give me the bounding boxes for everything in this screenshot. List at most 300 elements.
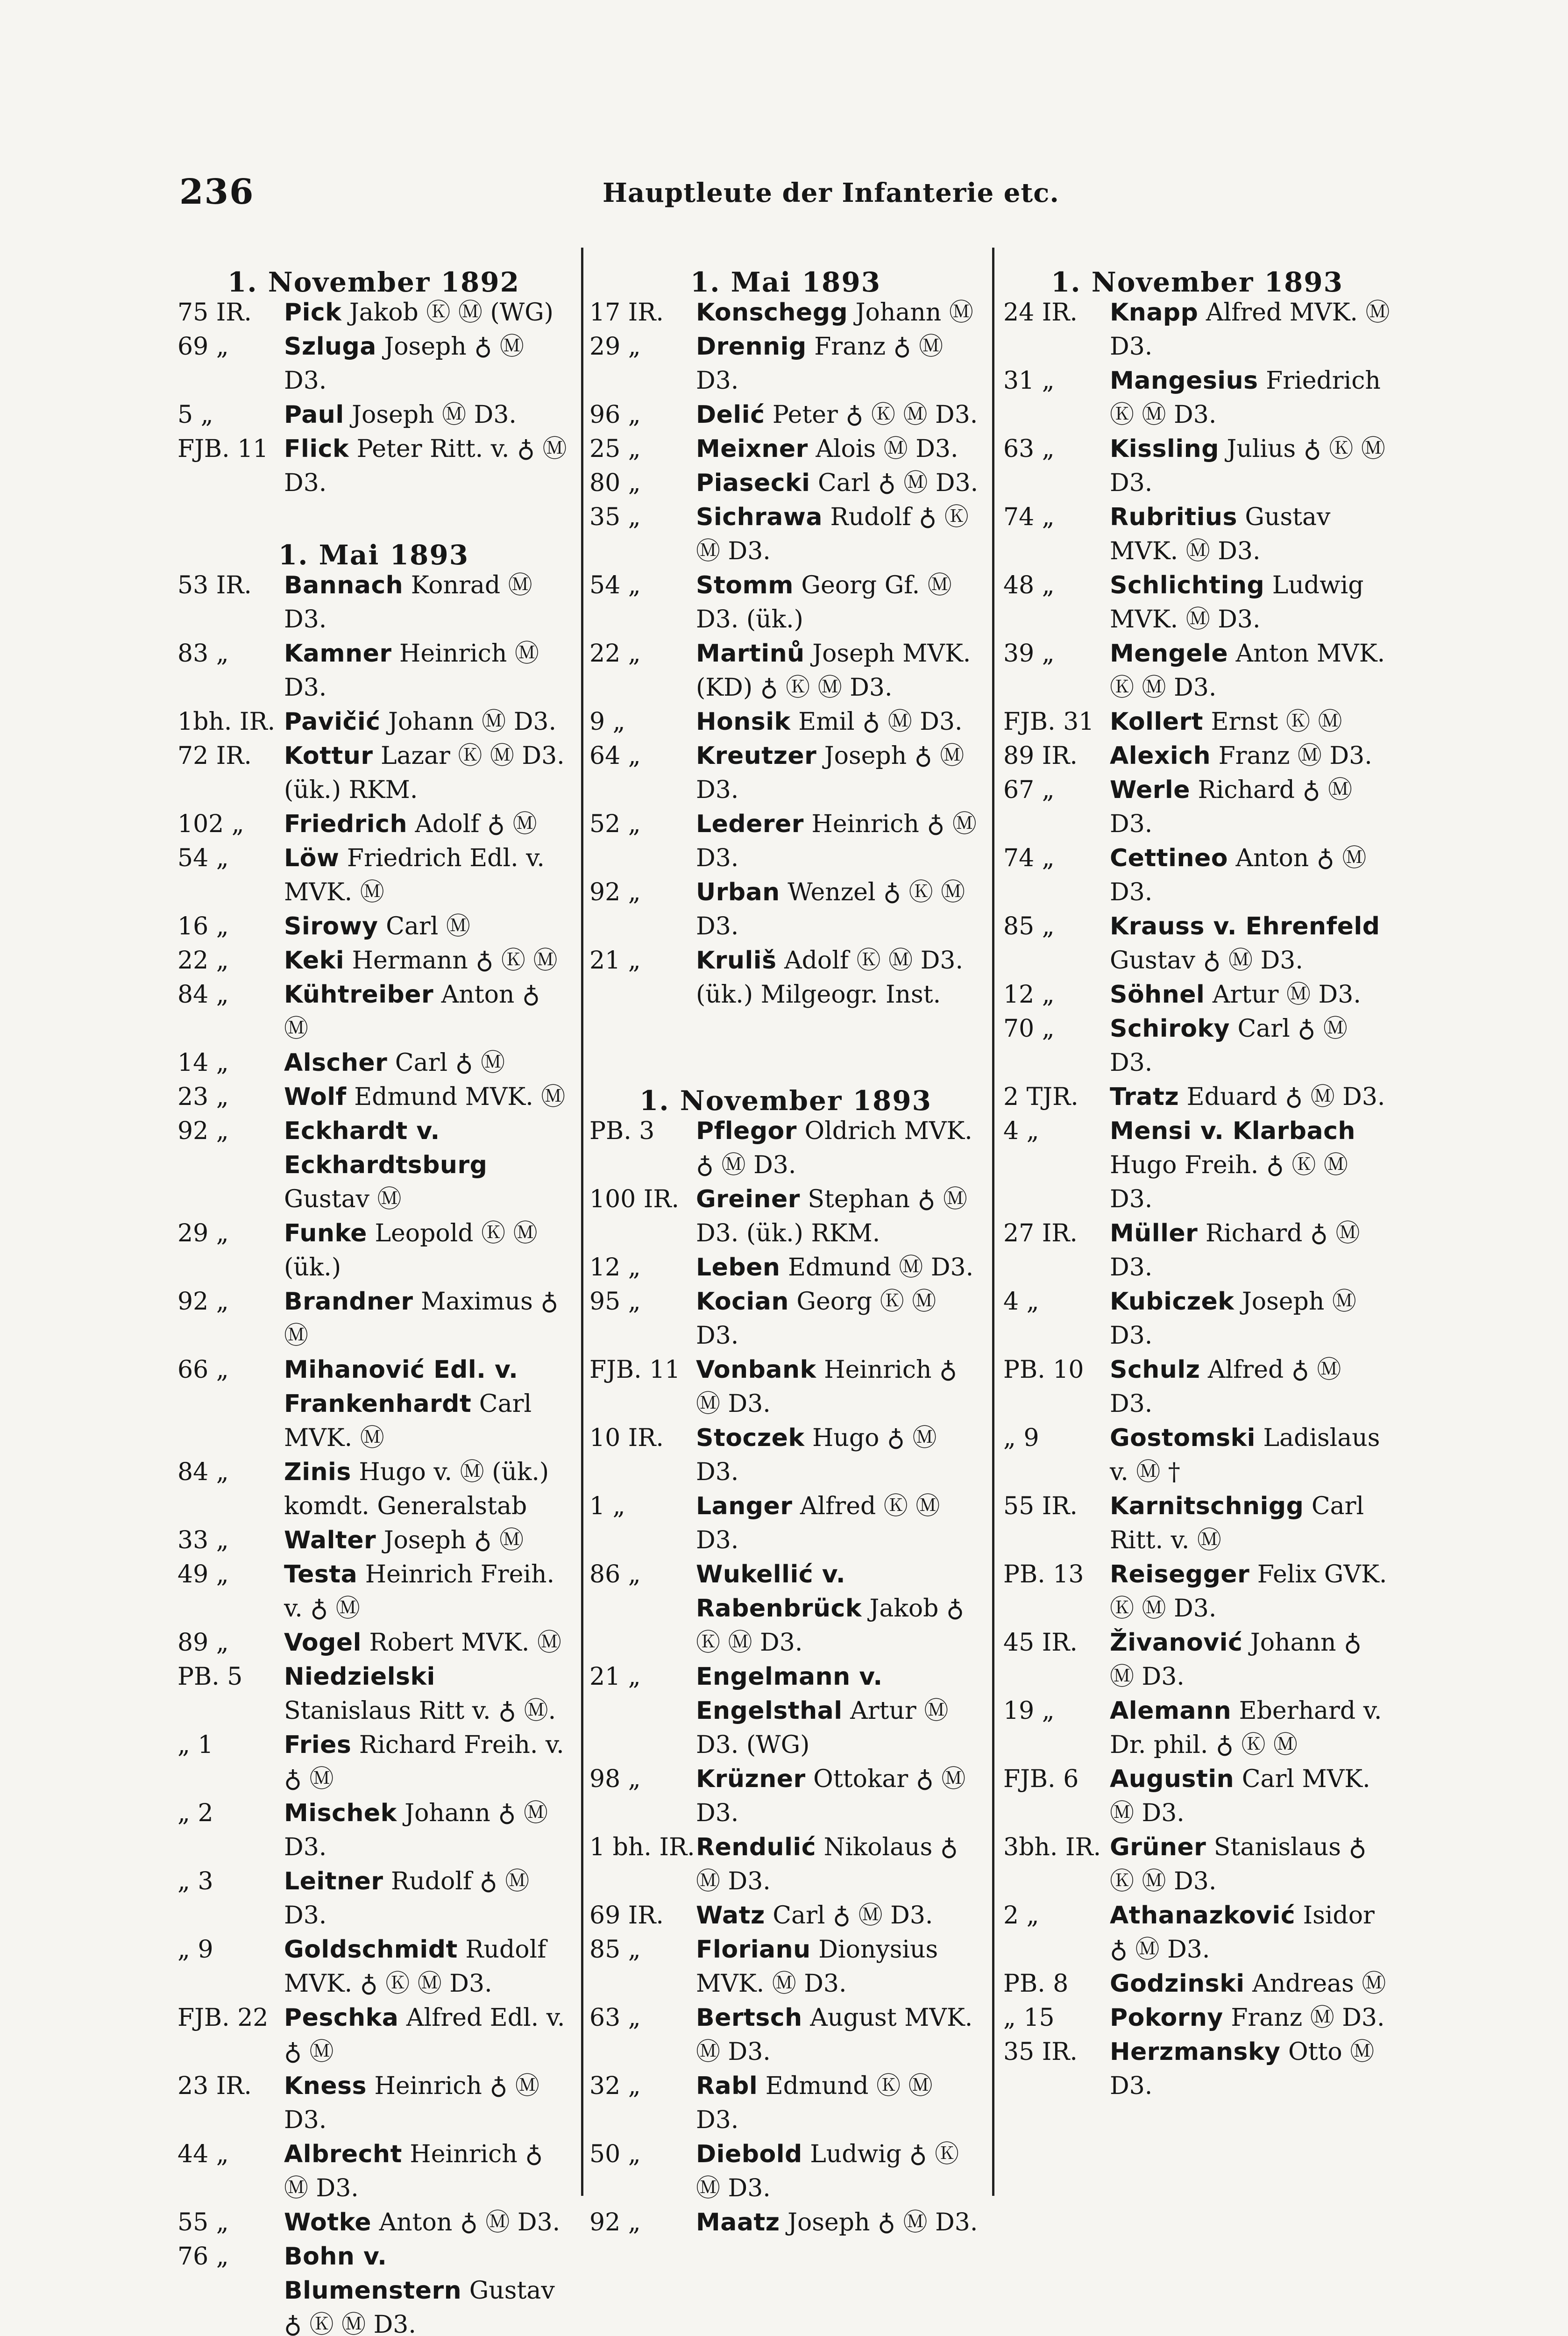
officer-entry — [589, 432, 982, 466]
officer-details: Carl MVK. Ⓜ — [284, 1390, 532, 1452]
entry-text — [284, 910, 570, 944]
officer-details: Alfred Ⓚ Ⓜ D3. — [696, 1492, 940, 1554]
unit-number: 63 „ — [589, 2004, 641, 2032]
officer-surname: Langer — [696, 1492, 793, 1520]
entry-text — [284, 2069, 570, 2137]
officer-details: Alfred ♁ Ⓜ D3. — [1110, 1356, 1341, 1418]
entry-text — [1110, 637, 1391, 705]
officer-entry — [177, 2001, 570, 2069]
officer-details: Anton ♁ Ⓜ D3. — [371, 2208, 561, 2236]
officer-details: Andreas Ⓜ — [1244, 1970, 1386, 1998]
officer-surname: Fries — [284, 1731, 352, 1759]
officer-surname: Karnitschnigg — [1110, 1492, 1304, 1520]
entry-text — [1110, 1626, 1391, 1694]
officer-surname: Krüzner — [696, 1765, 806, 1793]
officer-surname: Keki — [284, 947, 345, 975]
column-divider — [581, 248, 583, 2196]
officer-surname: Zinis — [284, 1458, 351, 1486]
officer-details: Heinrich ♁ Ⓜ D3. — [696, 1356, 957, 1418]
officer-surname: Kubiczek — [1110, 1288, 1235, 1316]
officer-details: Richard ♁ Ⓜ D3. — [1110, 1219, 1360, 1282]
officer-details: Johann ♁ Ⓜ D3. — [284, 1799, 548, 1861]
officer-entry — [177, 705, 570, 739]
unit-number: 19 „ — [1003, 1697, 1055, 1725]
officer-entry — [1003, 1899, 1391, 1967]
officer-entry — [177, 296, 570, 330]
entry-text — [284, 944, 570, 978]
entry-text — [284, 330, 570, 398]
entry-text — [696, 330, 982, 398]
entry-text — [696, 876, 982, 944]
unit-number: 33 „ — [177, 1526, 229, 1554]
officer-details: Edmund Ⓜ D3. — [780, 1253, 974, 1282]
officer-entry — [1003, 1353, 1391, 1421]
officer-entry — [589, 876, 982, 944]
officer-entry — [177, 1660, 570, 1728]
entry-text — [1110, 1114, 1391, 1217]
unit-number: 55 IR. — [1003, 1492, 1078, 1520]
officer-surname: Stoczek — [696, 1424, 805, 1452]
officer-details: Felix GVK. Ⓚ Ⓜ D3. — [1110, 1560, 1387, 1623]
officer-entry — [1003, 910, 1391, 978]
unit-number: 2 TJR. — [1003, 1083, 1078, 1111]
officer-entry — [589, 637, 982, 705]
officer-entry — [1003, 1967, 1391, 2001]
officer-details: Stanislaus Ritt v. ♁ Ⓜ. — [284, 1697, 556, 1725]
officer-entry — [1003, 1012, 1391, 1080]
officer-details: Carl Ritt. v. Ⓜ — [1110, 1492, 1364, 1554]
officer-details: Stephan ♁ Ⓜ D3. (ük.) RKM. — [696, 1185, 968, 1247]
entry-text — [1110, 1558, 1391, 1626]
officer-surname: Pflegor — [696, 1117, 797, 1145]
officer-entry — [1003, 841, 1391, 910]
officer-details: Joseph ♁ Ⓜ D3. — [284, 333, 524, 395]
entry-text — [1110, 569, 1391, 637]
officer-surname: Leben — [696, 1253, 780, 1282]
officer-entry — [589, 1353, 982, 1421]
unit-number: 86 „ — [589, 1560, 641, 1588]
officer-details: Richard ♁ Ⓜ D3. — [1110, 776, 1353, 838]
officer-details: Anton ♁ Ⓜ D3. — [1110, 844, 1367, 906]
entry-text — [284, 2206, 570, 2240]
entry-text — [696, 466, 982, 500]
entry-text — [284, 1285, 570, 1353]
officer-surname: Maatz — [696, 2208, 780, 2236]
officer-details: Heinrich Freih. v. ♁ Ⓜ — [284, 1560, 554, 1623]
officer-details: Dionysius MVK. Ⓜ D3. — [696, 1936, 938, 1998]
entry-text — [1110, 1080, 1391, 1114]
officer-details: Gustav Ⓜ — [284, 1185, 402, 1213]
officer-surname: Müller — [1110, 1219, 1198, 1247]
officer-details: Wenzel ♁ Ⓚ Ⓜ D3. — [696, 878, 965, 940]
section-gap — [589, 1012, 982, 1080]
officer-details: Gustav MVK. Ⓜ D3. — [1110, 503, 1331, 565]
officer-entry — [589, 1762, 982, 1830]
officer-entry — [1003, 978, 1391, 1012]
officer-entry — [1003, 500, 1391, 569]
officer-surname: Diebold — [696, 2140, 802, 2168]
column-right — [1003, 262, 1391, 2103]
officer-surname: Goldschmidt — [284, 1936, 458, 1964]
unit-number: 96 „ — [589, 401, 641, 429]
officer-surname: Peschka — [284, 2004, 399, 2032]
entry-text — [1110, 1830, 1391, 1899]
officer-details: Jakob ♁ Ⓚ Ⓜ D3. — [696, 1595, 964, 1657]
unit-number: 70 „ — [1003, 1015, 1055, 1043]
officer-surname: Alemann — [1110, 1697, 1232, 1725]
unit-number: 75 IR. — [177, 299, 252, 327]
officer-surname: Leitner — [284, 1867, 383, 1895]
officer-surname: Alscher — [284, 1049, 388, 1077]
entry-text — [696, 1182, 982, 1251]
officer-entry — [1003, 1285, 1391, 1353]
entry-text — [696, 1285, 982, 1353]
officer-entry — [177, 1080, 570, 1114]
officer-entry — [1003, 1489, 1391, 1558]
unit-number: FJB. 31 — [1003, 708, 1094, 736]
entry-text — [696, 296, 982, 330]
unit-number: „ 3 — [177, 1867, 213, 1895]
officer-details: Johann Ⓜ — [848, 299, 973, 327]
entry-text — [1110, 1489, 1391, 1558]
entry-text — [1110, 1967, 1391, 2001]
officer-surname: Flick — [284, 435, 349, 463]
unit-number: 74 „ — [1003, 844, 1055, 872]
officer-entry — [177, 1353, 570, 1455]
officer-entry — [589, 1830, 982, 1899]
officer-details: Konrad Ⓜ D3. — [284, 571, 532, 634]
officer-surname: Friedrich — [284, 810, 407, 838]
officer-entry — [177, 398, 570, 432]
officer-entry — [589, 1251, 982, 1285]
unit-number: 31 „ — [1003, 367, 1055, 395]
unit-number: 102 „ — [177, 810, 244, 838]
officer-surname: Söhnel — [1110, 981, 1205, 1009]
entry-text — [284, 1524, 570, 1558]
officer-details: Maximus ♁ Ⓜ — [284, 1288, 559, 1350]
officer-details: Georg Ⓚ Ⓜ D3. — [696, 1288, 937, 1350]
officer-surname: Rubritius — [1110, 503, 1237, 531]
entry-text — [696, 398, 982, 432]
entry-text — [284, 807, 570, 841]
officer-surname: Szluga — [284, 333, 376, 361]
entry-text — [696, 2206, 982, 2240]
officer-details: Heinrich ♁ Ⓜ D3. — [696, 810, 977, 872]
officer-entry — [177, 739, 570, 807]
officer-details: Joseph MVK. (KD) ♁ Ⓚ Ⓜ D3. — [696, 640, 971, 702]
officer-details: Jakob Ⓚ Ⓜ (WG) — [341, 299, 553, 327]
officer-surname: Godzinski — [1110, 1970, 1245, 1998]
officer-surname: Eckhardt v. Eckhardtsburg — [284, 1117, 488, 1179]
entry-text — [284, 739, 570, 807]
entry-text — [284, 2137, 570, 2206]
entry-text — [1110, 705, 1391, 739]
unit-number: 52 „ — [589, 810, 641, 838]
officer-details: Friedrich Edl. v. MVK. Ⓜ — [284, 844, 545, 906]
officer-surname: Paul — [284, 401, 344, 429]
officer-entry — [1003, 2035, 1391, 2103]
officer-surname: Kissling — [1110, 435, 1219, 463]
officer-surname: Löw — [284, 844, 340, 872]
officer-details: Rudolf ♁ Ⓚ Ⓜ D3. — [696, 503, 969, 565]
entry-text — [1110, 432, 1391, 500]
entry-text — [284, 296, 570, 330]
entry-text — [1110, 364, 1391, 432]
entry-text — [696, 807, 982, 876]
entry-text — [696, 1421, 982, 1489]
officer-entry — [177, 330, 570, 398]
officer-details: Joseph Ⓜ D3. — [1110, 1288, 1356, 1350]
officer-surname: Konschegg — [696, 299, 848, 327]
officer-details: Hugo v. Ⓜ (ük.) komdt. Generalstab — [284, 1458, 549, 1520]
entry-text — [696, 1251, 982, 1285]
entry-text — [284, 1728, 570, 1796]
officer-details: Carl ♁ Ⓜ — [387, 1049, 505, 1077]
officer-details: Carl ♁ Ⓜ D3. — [1110, 1015, 1348, 1077]
entry-text — [696, 1660, 982, 1762]
officer-entry — [589, 807, 982, 876]
officer-entry — [177, 2206, 570, 2240]
officer-entry — [177, 978, 570, 1046]
unit-number: 53 IR. — [177, 571, 252, 599]
officer-entry — [177, 1455, 570, 1524]
unit-number: 17 IR. — [589, 299, 664, 327]
entry-text — [284, 398, 570, 432]
unit-number: FJB. 11 — [589, 1356, 681, 1384]
officer-entry — [177, 807, 570, 841]
officer-entry — [1003, 1217, 1391, 1285]
entry-text — [1110, 910, 1391, 978]
unit-number: 12 „ — [1003, 981, 1055, 1009]
entry-text — [696, 1830, 982, 1899]
unit-number: „ 15 — [1003, 2004, 1055, 2032]
officer-entry — [177, 1217, 570, 1285]
officer-details: Leopold Ⓚ Ⓜ (ük.) — [284, 1219, 538, 1282]
unit-number: PB. 8 — [1003, 1970, 1069, 1998]
entry-text — [696, 1489, 982, 1558]
unit-number: „ 1 — [177, 1731, 213, 1759]
unit-number: 29 „ — [589, 333, 641, 361]
unit-number: PB. 3 — [589, 1117, 655, 1145]
unit-number: 14 „ — [177, 1049, 229, 1077]
date-heading: 1. November 1893 — [639, 1085, 932, 1117]
entry-text — [1110, 739, 1391, 773]
officer-surname: Schiroky — [1110, 1015, 1230, 1043]
unit-number: 63 „ — [1003, 435, 1055, 463]
officer-details: Ludwig ♁ Ⓚ Ⓜ D3. — [696, 2140, 959, 2202]
officer-surname: Grüner — [1110, 1833, 1206, 1861]
entry-text — [696, 1353, 982, 1421]
entry-text — [1110, 1012, 1391, 1080]
unit-number: 89 IR. — [1003, 742, 1078, 770]
entry-text — [284, 1080, 570, 1114]
officer-entry — [589, 1660, 982, 1762]
unit-number: 92 „ — [177, 1117, 229, 1145]
officer-surname: Kreutzer — [696, 742, 817, 770]
officer-entry — [1003, 637, 1391, 705]
date-heading: 1. November 1892 — [227, 266, 520, 298]
officer-surname: Mensi v. Klarbach — [1110, 1117, 1355, 1145]
officer-details: Richard Freih. v. ♁ Ⓜ — [284, 1731, 564, 1793]
officer-entry — [1003, 1626, 1391, 1694]
unit-number: „ 9 — [177, 1936, 213, 1964]
officer-entry — [177, 910, 570, 944]
officer-details: Joseph ♁ Ⓜ D3. — [696, 742, 965, 804]
entry-text — [1110, 2001, 1391, 2035]
officer-details: Alfred MVK. Ⓜ D3. — [1110, 299, 1390, 361]
officer-entry — [1003, 432, 1391, 500]
unit-number: 54 „ — [589, 571, 641, 599]
officer-details: Rudolf MVK. ♁ Ⓚ Ⓜ D3. — [284, 1936, 546, 1998]
officer-details: Hugo Freih. ♁ Ⓚ Ⓜ D3. — [1110, 1151, 1348, 1213]
officer-surname: Živanović — [1110, 1629, 1243, 1657]
entry-text — [696, 705, 982, 739]
officer-surname: Honsik — [696, 708, 791, 736]
entry-text — [284, 1626, 570, 1660]
unit-number: 84 „ — [177, 981, 229, 1009]
officer-entry — [177, 2069, 570, 2137]
officer-entry — [177, 1558, 570, 1626]
officer-entry — [589, 705, 982, 739]
officer-entry — [1003, 705, 1391, 739]
officer-details: Emil ♁ Ⓜ D3. — [790, 708, 963, 736]
officer-details: Johann Ⓜ D3. — [380, 708, 557, 736]
unit-number: 54 „ — [177, 844, 229, 872]
officer-entry — [177, 1285, 570, 1353]
officer-entry — [177, 637, 570, 705]
officer-surname: Funke — [284, 1219, 367, 1247]
officer-entry — [589, 296, 982, 330]
officer-surname: Bertsch — [696, 2004, 802, 2032]
unit-number: 89 „ — [177, 1629, 229, 1657]
officer-details: Isidor ♁ Ⓜ D3. — [1110, 1902, 1375, 1964]
entry-text — [284, 432, 570, 500]
officer-details: Julius ♁ Ⓚ Ⓜ D3. — [1110, 435, 1385, 497]
entry-text — [696, 2137, 982, 2206]
officer-surname: Sichrawa — [696, 503, 823, 531]
officer-details: Ottokar ♁ Ⓜ D3. — [696, 1765, 966, 1827]
officer-entry — [589, 1489, 982, 1558]
officer-details: Rudolf ♁ Ⓜ D3. — [284, 1867, 530, 1930]
officer-surname: Pavičić — [284, 708, 381, 736]
officer-surname: Martinů — [696, 640, 805, 668]
entry-text — [696, 2069, 982, 2137]
officer-details: Joseph Ⓜ D3. — [344, 401, 517, 429]
officer-details: Eberhard v. Dr. phil. ♁ Ⓚ Ⓜ — [1110, 1697, 1382, 1759]
officer-entry — [589, 739, 982, 807]
officer-entry — [1003, 569, 1391, 637]
officer-details: Oldrich MVK. ♁ Ⓜ D3. — [696, 1117, 972, 1179]
unit-number: FJB. 22 — [177, 2004, 269, 2032]
unit-number: 10 IR. — [589, 1424, 664, 1452]
officer-entry — [1003, 1762, 1391, 1830]
officer-surname: Augustin — [1110, 1765, 1235, 1793]
officer-details: Eduard ♁ Ⓜ D3. — [1179, 1083, 1385, 1111]
unit-number: 32 „ — [589, 2072, 641, 2100]
officer-surname: Knapp — [1110, 299, 1199, 327]
officer-details: Heinrich ♁ Ⓜ D3. — [284, 2072, 539, 2134]
entry-text — [1110, 773, 1391, 841]
unit-number: 49 „ — [177, 1560, 229, 1588]
running-head: Hauptleute der Infanterie etc. — [603, 178, 1059, 208]
officer-surname: Athanazković — [1110, 1902, 1296, 1930]
officer-entry — [177, 1524, 570, 1558]
officer-entry — [589, 398, 982, 432]
officer-entry — [177, 841, 570, 910]
unit-number: 67 „ — [1003, 776, 1055, 804]
unit-number: „ 9 — [1003, 1424, 1039, 1452]
officer-details: Joseph ♁ Ⓜ D3. — [780, 2208, 978, 2236]
officer-entry — [589, 1933, 982, 2001]
officer-entry — [1003, 1421, 1391, 1489]
entry-text — [284, 1455, 570, 1524]
officer-details: Ludwig MVK. Ⓜ D3. — [1110, 571, 1364, 634]
entry-text — [284, 569, 570, 637]
officer-surname: Werle — [1110, 776, 1191, 804]
officer-details: Carl ♁ Ⓜ D3. — [765, 1902, 933, 1930]
officer-entry — [589, 2137, 982, 2206]
officer-details: August MVK. Ⓜ D3. — [696, 2004, 973, 2066]
unit-number: 24 IR. — [1003, 299, 1078, 327]
unit-number: 1bh. IR. — [177, 708, 276, 736]
unit-number: 45 IR. — [1003, 1629, 1078, 1657]
officer-details: Anton MVK. Ⓚ Ⓜ D3. — [1110, 640, 1385, 702]
officer-details: Georg Gf. Ⓜ D3. (ük.) — [696, 571, 952, 634]
unit-number: 3bh. IR. — [1003, 1833, 1101, 1861]
officer-surname: Stomm — [696, 571, 794, 599]
entry-text — [284, 1114, 570, 1217]
officer-surname: Wukellić v. Rabenbrück — [696, 1560, 862, 1623]
officer-surname: Wolf — [284, 1083, 347, 1111]
unit-number: PB. 10 — [1003, 1356, 1084, 1384]
unit-number: 4 „ — [1003, 1288, 1039, 1316]
officer-entry — [589, 1182, 982, 1251]
officer-entry — [589, 569, 982, 637]
officer-details: Adolf ♁ Ⓜ — [407, 810, 537, 838]
entry-text — [696, 944, 982, 1012]
officer-surname: Rendulić — [696, 1833, 816, 1861]
officer-details: Heinrich Ⓜ D3. — [284, 640, 539, 702]
unit-number: 35 „ — [589, 503, 641, 531]
officer-entry — [589, 2206, 982, 2240]
officer-details: Heinrich ♁ Ⓜ D3. — [284, 2140, 543, 2202]
unit-number: 95 „ — [589, 1288, 641, 1316]
unit-number: 1 „ — [589, 1492, 625, 1520]
entry-text — [284, 841, 570, 910]
officer-entry — [589, 1285, 982, 1353]
officer-details: Lazar Ⓚ Ⓜ D3. (ük.) RKM. — [284, 742, 565, 804]
column-middle — [589, 262, 982, 2240]
entry-text — [1110, 1217, 1391, 1285]
date-heading: 1. Mai 1893 — [278, 539, 469, 571]
entry-text — [1110, 978, 1391, 1012]
entry-text — [696, 500, 982, 569]
entry-text — [1110, 1762, 1391, 1830]
unit-number: FJB. 6 — [1003, 1765, 1079, 1793]
unit-number: 44 „ — [177, 2140, 229, 2168]
unit-number: 39 „ — [1003, 640, 1055, 668]
officer-details: Edmund Ⓚ Ⓜ D3. — [696, 2072, 933, 2134]
entry-text — [284, 2001, 570, 2069]
officer-entry — [177, 1728, 570, 1796]
unit-number: 98 „ — [589, 1765, 641, 1793]
officer-entry — [177, 569, 570, 637]
officer-entry — [1003, 296, 1391, 364]
entry-text — [696, 1899, 982, 1933]
officer-details: Franz Ⓜ D3. — [1211, 742, 1372, 770]
officer-entry — [1003, 1694, 1391, 1762]
officer-entry — [589, 2069, 982, 2137]
